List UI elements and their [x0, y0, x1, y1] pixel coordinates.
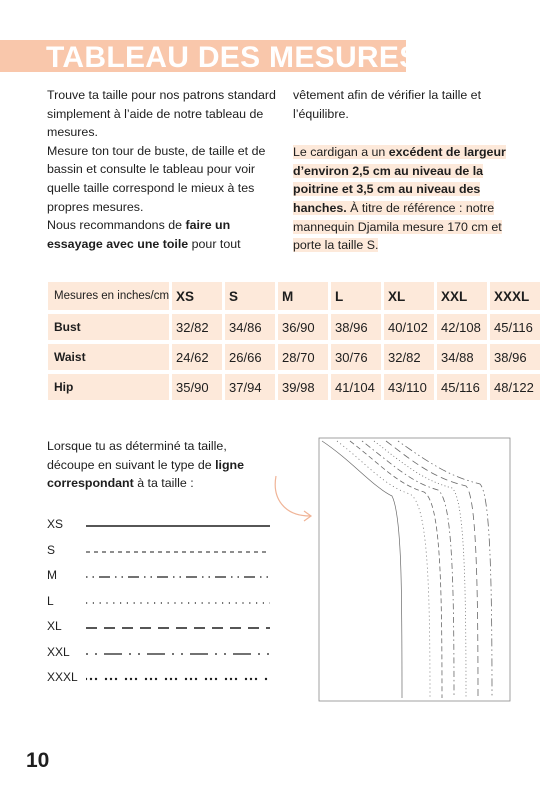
legend-label-xs: XS: [47, 517, 64, 531]
cut-text-end: à ta taille :: [133, 476, 194, 491]
table-row-bust: [48, 314, 540, 340]
size-header-l: L: [331, 282, 381, 310]
size-header-s: S: [225, 282, 275, 310]
page-number: 10: [26, 749, 50, 772]
table-cell: 37/94: [225, 374, 275, 400]
line-sample-solid: [86, 518, 276, 532]
legend-label-xxxl: XXXL: [47, 670, 78, 684]
cut-text-start: Lorsque tu as déterminé ta taille, découpe en suivant le type de: [47, 439, 227, 472]
intro-paragraph-4: vêtement afin de vérifier la taille et l’équilibre.: [293, 88, 482, 121]
row-label-bust: Bust: [48, 314, 169, 340]
line-sample-dashed: [86, 544, 276, 558]
table-cell: 40/102: [384, 314, 434, 340]
note-bold: excédent de largeur d’environ 2,5 cm au niveau de la poitrine et 3,5 cm au niveau des hanches.: [293, 145, 506, 215]
page-title: TABLEAU DES MESURES: [46, 41, 420, 74]
table-cell: 38/96: [490, 344, 540, 370]
pattern-lines-illustration: [262, 436, 518, 706]
line-sample-long-dash: [86, 620, 276, 634]
intro-p3-end: pour tout: [188, 236, 241, 251]
table-cell: 36/90: [278, 314, 328, 340]
intro-p3-bold: faire un essayage avec une toile: [47, 218, 231, 251]
table-cell: 24/62: [172, 344, 222, 370]
line-sample-dash-dot-dot: [86, 646, 276, 660]
table-cell: 48/122: [490, 374, 540, 400]
size-chart-table: [45, 278, 543, 404]
intro-paragraph-1: Trouve ta taille pour nos patrons standard simplement à l’aide de notre tableau de mesures.: [47, 88, 276, 140]
table-cell: 34/86: [225, 314, 275, 340]
line-sample-dash-dot: [86, 569, 276, 583]
intro-paragraph-3: [47, 216, 279, 253]
cut-instructions: [47, 437, 267, 493]
table-cell: 26/66: [225, 344, 275, 370]
cut-text-bold: ligne correspondant: [47, 457, 245, 491]
intro-right-column: [293, 86, 518, 255]
intro-left-column: [47, 86, 279, 253]
legend-label-m: M: [47, 568, 57, 582]
title-banner: [0, 40, 420, 74]
line-sample-dotted: [86, 595, 276, 609]
table-cell: 28/70: [278, 344, 328, 370]
table-cell: 38/96: [331, 314, 381, 340]
size-header-xl: XL: [384, 282, 434, 310]
size-header-xxl: XXL: [437, 282, 487, 310]
note-end: À titre de référence : notre mannequin Djamila mesure 170 cm et porte la taille S.: [293, 200, 502, 253]
intro-p3-start: Nous recommandons de: [47, 218, 186, 233]
table-cell: 39/98: [278, 374, 328, 400]
table-cell: 45/116: [437, 374, 487, 400]
line-sample-dot-groups: [86, 671, 276, 685]
table-cell: 42/108: [437, 314, 487, 340]
table-cell: 45/116: [490, 314, 540, 340]
table-header-label: Mesures en inches/cm: [48, 282, 169, 310]
legend-label-s: S: [47, 542, 56, 557]
legend-label-xl: XL: [47, 619, 62, 633]
legend-label-l: L: [47, 593, 54, 608]
table-cell: 32/82: [172, 314, 222, 340]
legend-label-xxl: XXL: [47, 644, 70, 659]
size-header-m: M: [278, 282, 328, 310]
cut-instructions-text: [47, 437, 267, 493]
cardigan-note: [293, 143, 518, 255]
intro-paragraph-2: Mesure ton tour de buste, de taille et de bassin et consulte le tableau pour voir quelle taille correspond le mieux à tes propres mesures.: [47, 143, 266, 214]
table-cell: 30/76: [331, 344, 381, 370]
pointer-arrow: [275, 476, 310, 516]
table-header-row: [48, 282, 540, 310]
table-cell: 34/88: [437, 344, 487, 370]
table-cell: 32/82: [384, 344, 434, 370]
table-cell: 35/90: [172, 374, 222, 400]
size-header-xs: XS: [172, 282, 222, 310]
table-cell: 41/104: [331, 374, 381, 400]
table-cell: 43/110: [384, 374, 434, 400]
row-label-hip: Hip: [48, 374, 169, 400]
row-label-waist: Waist: [48, 344, 169, 370]
table-row-hip: [48, 374, 540, 400]
illustration-frame: [319, 438, 510, 701]
size-header-xxxl: XXXL: [490, 282, 540, 310]
table-row-waist: [48, 344, 540, 370]
note-start: Le cardigan a un: [293, 145, 389, 160]
